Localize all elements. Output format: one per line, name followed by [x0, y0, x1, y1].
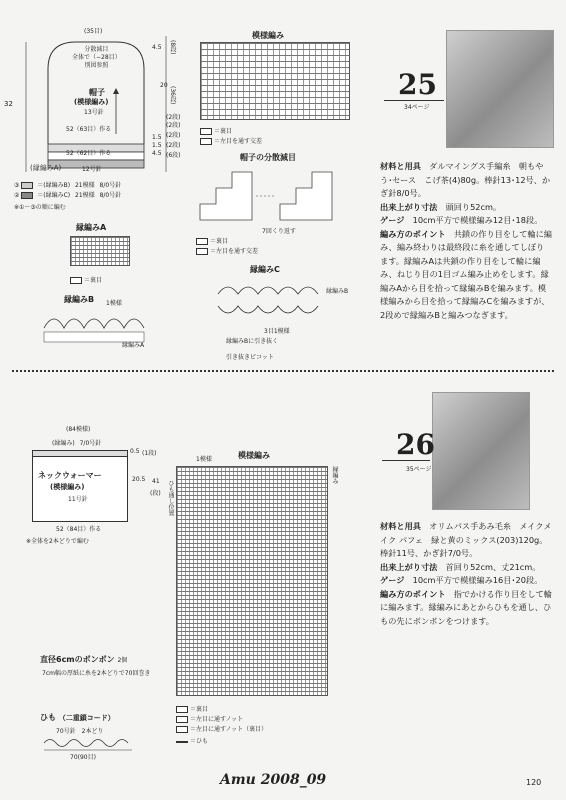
pattern-top-grid	[200, 42, 350, 120]
pattern26-legend4-row	[176, 736, 208, 745]
edge-order-note: ※①〜③の順に編む	[14, 204, 66, 211]
edgeC-count: 21模様	[75, 192, 95, 199]
legend-edgeC-row	[14, 190, 121, 199]
project25-materials	[380, 160, 552, 201]
warmer-needle: 11号針	[68, 496, 88, 503]
size-label-26: 出来上がり寸法	[380, 561, 438, 572]
cord-drawing	[40, 734, 140, 752]
pattern26-title: 模様編み	[238, 451, 270, 460]
edgeA-chart-grid	[70, 236, 130, 266]
pattern26-legend4: ＝ひも	[190, 738, 209, 745]
measure-2a: (2段)	[166, 122, 181, 129]
purl-swatch-26	[176, 706, 188, 713]
pattern-top-legend2: ＝左目を通す交差	[214, 138, 263, 145]
cross-swatch-dec	[196, 248, 208, 255]
knot-swatch	[176, 716, 188, 723]
gauge-text-26: 10cm平方で模様編み16目･20段。	[412, 575, 543, 585]
decrease-chart-title: 帽子の分散減目	[240, 153, 296, 162]
decrease-note-line2: 全体で（−28目）	[72, 54, 121, 61]
measure-36-rows: (36段)	[169, 86, 176, 105]
knot-purl-swatch	[176, 726, 188, 733]
cord-length: 70(90目)	[70, 754, 96, 761]
pattern26-grid	[176, 466, 328, 696]
gauge-label-26: ゲージ	[380, 575, 405, 585]
project26-materials	[380, 520, 552, 561]
project25-page-ref: 34ページ	[404, 104, 430, 111]
footer-page-number: 120	[526, 778, 542, 787]
pattern26-legend3: ＝左目に通すノット（裏目）	[190, 726, 268, 733]
hat-title: 帽子	[89, 88, 105, 97]
edgeB-count: 21模様	[74, 182, 95, 189]
pattern-top-legend1: ＝裏目	[214, 128, 233, 135]
warmer-subtitle: (模様編み)	[50, 483, 85, 491]
warmer-edge-label	[52, 438, 101, 447]
edgeC-chart-drawing	[212, 276, 332, 326]
cord-swatch	[176, 741, 188, 743]
neckwarmer-photo	[432, 392, 530, 510]
decrease-chart-drawing	[196, 164, 348, 224]
size-text-26: 首回り52cm、丈21cm。	[445, 561, 541, 572]
hat-height-total: 32	[4, 100, 13, 108]
size-label: 出来上がり寸法	[380, 201, 438, 212]
materials-label-26: 材料と用具	[380, 521, 421, 531]
cord-title	[40, 712, 115, 723]
measure-8-rows: (8段)	[169, 40, 176, 55]
edgeB-swatch	[21, 182, 33, 189]
measure-15a: 1.5	[152, 134, 162, 141]
edgeC-picot: 引き抜きピコット	[226, 354, 274, 361]
points-text: 共鎖の作り目をして輪に編み、編み終わりは最終段に糸を通してしぼります。縁編みAは共鎖の作り目をして輪に編み、ねじり目の1目ゴム編み止めをします。縁編みAから目を拾って縁編みBを編みます。模様編みから目を拾って縁編みCを編みますが、2段めで縁編みBと編みつなぎます。	[380, 228, 552, 320]
pompom-title	[40, 654, 127, 665]
edgeB-legend: ＝(縁編みB)	[37, 182, 71, 189]
section-divider	[12, 370, 554, 372]
points-label-26: 編み方のポイント	[380, 588, 446, 599]
warmer-m05: 0.5	[130, 448, 140, 455]
gauge-label: ゲージ	[380, 215, 405, 225]
gauge-text: 10cm平方で模様編み12目･18段。	[412, 215, 543, 225]
pattern26-side: ひも通し位置	[167, 480, 174, 516]
edgeC-swatch	[21, 192, 33, 199]
hat-needle: 13号針	[84, 109, 104, 116]
decrease-note-line1: 分散減目	[84, 46, 109, 53]
project25-number: 25	[398, 68, 437, 101]
decrease-legend1: ＝裏目	[210, 238, 229, 245]
cord-subtitle: （二重鎖コード）	[58, 714, 115, 722]
decrease-legend2: ＝左目を通す交差	[210, 248, 259, 255]
size-text: 頭回り52cm。	[445, 201, 502, 212]
project25-description	[380, 160, 552, 322]
warmer-edge-needle: 7/0号針	[79, 440, 102, 447]
pompom-note: 7cm幅の厚紙に糸を2本どりで70回巻き	[42, 670, 151, 677]
pattern26-legend2-row	[176, 714, 243, 723]
warmer-cast-on: 52（84目）作る	[56, 526, 102, 533]
cord-title-text: ひも	[40, 713, 56, 722]
warmer-edge-text: (縁編み)	[52, 440, 75, 447]
hat-top-count: (35目)	[84, 28, 103, 35]
pattern26-legend3-row	[176, 724, 267, 733]
decrease-legend1-row	[196, 236, 228, 245]
warmer-m1: (1段)	[142, 450, 157, 457]
warmer-m205: 20.5	[132, 476, 146, 483]
cord-needle: 70号針 2本どり	[56, 728, 104, 735]
cross-swatch-top	[200, 138, 212, 145]
pompom-title-text: 直径6cmのボンボン	[40, 655, 115, 664]
purl-swatch	[70, 277, 82, 284]
edgeC-legend: ＝(縁編みC)	[37, 192, 71, 199]
measure-15b: 1.5	[152, 142, 162, 149]
warmer-note: ※全体を2本どりで編む	[26, 538, 89, 545]
cast-on-62: 52（62目）作る	[66, 150, 112, 157]
project26-points	[380, 588, 552, 629]
project26-page-ref: 35ページ	[406, 466, 432, 473]
pattern26-legend1-row	[176, 704, 208, 713]
pattern-top-title: 模様編み	[252, 31, 284, 40]
hat-subtitle: (模様編み)	[74, 98, 109, 106]
pattern26-legend2: ＝左目に通すノット	[190, 716, 244, 723]
decrease-legend2-row	[196, 246, 258, 255]
materials-text: ダルマイングス手編糸 朝もやう･セース こげ茶(4)80g。棒針13･12号、かぎ針8/0号。	[380, 161, 551, 198]
project25-size	[380, 201, 552, 215]
project25-points	[380, 228, 552, 323]
hat-decrease-note	[72, 46, 121, 70]
project26-number: 26	[396, 428, 435, 461]
warmer-m41-rows: (段)	[150, 490, 161, 497]
edgeC-connect: 縁編みBに引き抜く	[226, 338, 279, 345]
warmer-m41: 41	[152, 478, 160, 485]
hat-photo	[446, 30, 554, 148]
pattern26-edge: 縁編み	[331, 466, 338, 484]
edgeA-legend-text: ＝裏目	[84, 277, 103, 284]
measure-right-2b: (2段)	[166, 114, 181, 121]
project26-gauge	[380, 574, 552, 588]
edgeA-label: (縁編みA)	[30, 164, 62, 172]
decrease-repeat: 7回くり返す	[262, 228, 296, 235]
legend-edgeB-row	[14, 180, 121, 189]
points-label: 編み方のポイント	[380, 228, 446, 239]
measure-2b: (2段)	[166, 132, 181, 139]
project25-gauge	[380, 214, 552, 228]
materials-text-26: オリムパス手あみ毛糸 メイクメイク パフェ 緑と黄のミックス(203)120g。棒針11号、かぎ針7/0号。	[380, 521, 552, 558]
pattern-top-legend2-row	[200, 136, 262, 145]
num-2: ②	[14, 192, 20, 199]
materials-label: 材料と用具	[380, 161, 421, 171]
pattern26-repeat: 1模様	[196, 456, 212, 463]
pattern-top-legend1-row	[200, 126, 232, 135]
edgeC-needle: 8/0号針	[99, 192, 122, 199]
decrease-note-line3: 別図参照	[84, 62, 109, 69]
edgeA-needle: 12号針	[82, 166, 102, 173]
edgeB-needle: 8/0号針	[99, 182, 122, 189]
footer-magazine: Amu 2008_09	[220, 772, 327, 788]
measure-6-rows: (6段)	[166, 152, 181, 159]
cast-on-63: 52（63目）作る	[66, 126, 112, 133]
edgeA-chart-legend	[70, 275, 102, 284]
purl-swatch-top	[200, 128, 212, 135]
edgeA-chart-title: 縁編みA	[76, 223, 107, 232]
purl-swatch-dec	[196, 238, 208, 245]
measure-20: 20	[160, 82, 168, 89]
edgeC-edgeB-label: 縁編みB	[326, 288, 349, 295]
num-3: ③	[14, 182, 20, 189]
pompom-count: 2個	[117, 657, 128, 664]
measure-45-bottom: 4.5	[152, 150, 162, 157]
project26-rule	[382, 460, 430, 461]
edgeC-chart-title: 縁編みC	[250, 265, 280, 274]
edgeC-repeat: 3目1模様	[264, 328, 290, 335]
pattern26-legend1: ＝裏目	[190, 706, 209, 713]
measure-45-top: 4.5	[152, 44, 162, 51]
edgeB-edgeA-label: 縁編みA	[122, 342, 145, 349]
warmer-title: ネックウォーマー	[38, 471, 102, 480]
warmer-edge-band	[32, 450, 128, 457]
project26-description	[380, 520, 552, 628]
edgeB-repeat: 1模様	[106, 300, 122, 307]
points-text-26: 指でかける作り目をして輪に編みます。縁編みにあとからひもを通し、ひもの先にボンボンをつけます。	[380, 588, 552, 626]
measure-right-2a: (2段)	[166, 142, 181, 149]
project26-size	[380, 561, 552, 575]
warmer-top-count: (84模様)	[66, 426, 91, 433]
project25-rule	[384, 100, 444, 101]
edgeB-chart-title: 縁編みB	[64, 295, 95, 304]
